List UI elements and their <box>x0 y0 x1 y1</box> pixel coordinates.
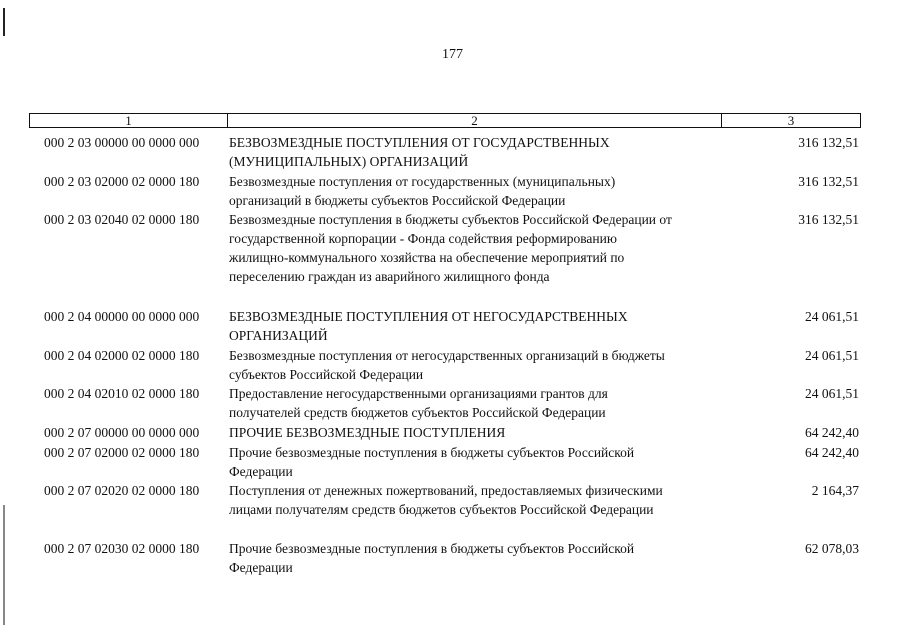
description-line: Безвозмездные поступления от государственных (муниципальных) <box>229 174 616 189</box>
description-line: (МУНИЦИПАЛЬНЫХ) ОРГАНИЗАЦИЙ <box>229 154 469 169</box>
row-code: 000 2 04 00000 00 0000 000 <box>44 309 200 324</box>
description-line: БЕЗВОЗМЕЗДНЫЕ ПОСТУПЛЕНИЯ ОТ ГОСУДАРСТВЕННЫХ <box>229 135 610 150</box>
row-description <box>229 423 729 442</box>
row-code: 000 2 04 02010 02 0000 180 <box>44 386 200 401</box>
row-code: 000 2 07 00000 00 0000 000 <box>44 425 200 440</box>
row-code: 000 2 03 02000 02 0000 180 <box>44 174 200 189</box>
row-description <box>229 210 729 286</box>
description-line: получателей средств бюджетов субъектов Российской Федерации <box>229 405 606 420</box>
row-amount: 24 061,51 <box>805 386 859 401</box>
page-number: 177 <box>442 47 463 62</box>
row-amount: 64 242,40 <box>805 445 859 460</box>
description-line: Безвозмездные поступления в бюджеты субъектов Российской Федерации от <box>229 212 672 227</box>
row-code: 000 2 03 00000 00 0000 000 <box>44 135 200 150</box>
row-description <box>229 384 729 422</box>
row-amount: 316 132,51 <box>798 212 859 227</box>
row-code: 000 2 03 02040 02 0000 180 <box>44 212 200 227</box>
header-col-description: 2 <box>228 114 722 127</box>
description-line: Безвозмездные поступления от негосударственных организаций в бюджеты <box>229 348 665 363</box>
row-code: 000 2 07 02020 02 0000 180 <box>44 483 200 498</box>
row-amount: 24 061,51 <box>805 348 859 363</box>
header-col-amount: 3 <box>787 113 795 128</box>
row-description <box>229 307 729 345</box>
row-description <box>229 346 729 384</box>
description-line: субъектов Российской Федерации <box>229 367 424 382</box>
row-description <box>229 539 729 577</box>
description-line: Предоставление негосударственными организациями грантов для <box>229 386 608 401</box>
row-code: 000 2 04 02000 02 0000 180 <box>44 348 200 363</box>
description-line: жилищно-коммунального хозяйства на обеспечение мероприятий по <box>229 250 625 265</box>
description-line: ПРОЧИЕ БЕЗВОЗМЕЗДНЫЕ ПОСТУПЛЕНИЯ <box>229 425 506 440</box>
row-amount: 316 132,51 <box>798 135 859 150</box>
header-col-code: 1 <box>30 114 228 127</box>
row-amount: 62 078,03 <box>805 541 859 556</box>
row-description <box>229 133 729 171</box>
description-line: Прочие безвозмездные поступления в бюджеты субъектов Российской <box>229 445 635 460</box>
description-line: лицами получателям средств бюджетов субъектов Российской Федерации <box>229 502 654 517</box>
description-line: Федерации <box>229 560 293 575</box>
description-line: организаций в бюджеты субъектов Российской Федерации <box>229 193 566 208</box>
scan-edge-mark-lower <box>3 505 5 625</box>
row-amount: 316 132,51 <box>798 174 859 189</box>
scan-edge-mark <box>3 8 5 36</box>
row-code: 000 2 07 02030 02 0000 180 <box>44 541 200 556</box>
description-line: ОРГАНИЗАЦИЙ <box>229 328 328 343</box>
description-line: государственной корпорации - Фонда содействия реформированию <box>229 231 617 246</box>
row-amount: 24 061,51 <box>805 309 859 324</box>
description-line: Прочие безвозмездные поступления в бюджеты субъектов Российской <box>229 541 635 556</box>
row-description <box>229 172 729 210</box>
row-amount: 64 242,40 <box>805 425 859 440</box>
description-line: БЕЗВОЗМЕЗДНЫЕ ПОСТУПЛЕНИЯ ОТ НЕГОСУДАРСТВЕННЫХ <box>229 309 628 324</box>
row-description <box>229 481 729 519</box>
description-line: Федерации <box>229 464 293 479</box>
row-description <box>229 443 729 481</box>
row-amount: 2 164,37 <box>811 483 859 498</box>
table-header <box>29 113 861 128</box>
row-code: 000 2 07 02000 02 0000 180 <box>44 445 200 460</box>
description-line: переселению граждан из аварийного жилищного фонда <box>229 269 550 284</box>
description-line: Поступления от денежных пожертвований, предоставляемых физическими <box>229 483 663 498</box>
